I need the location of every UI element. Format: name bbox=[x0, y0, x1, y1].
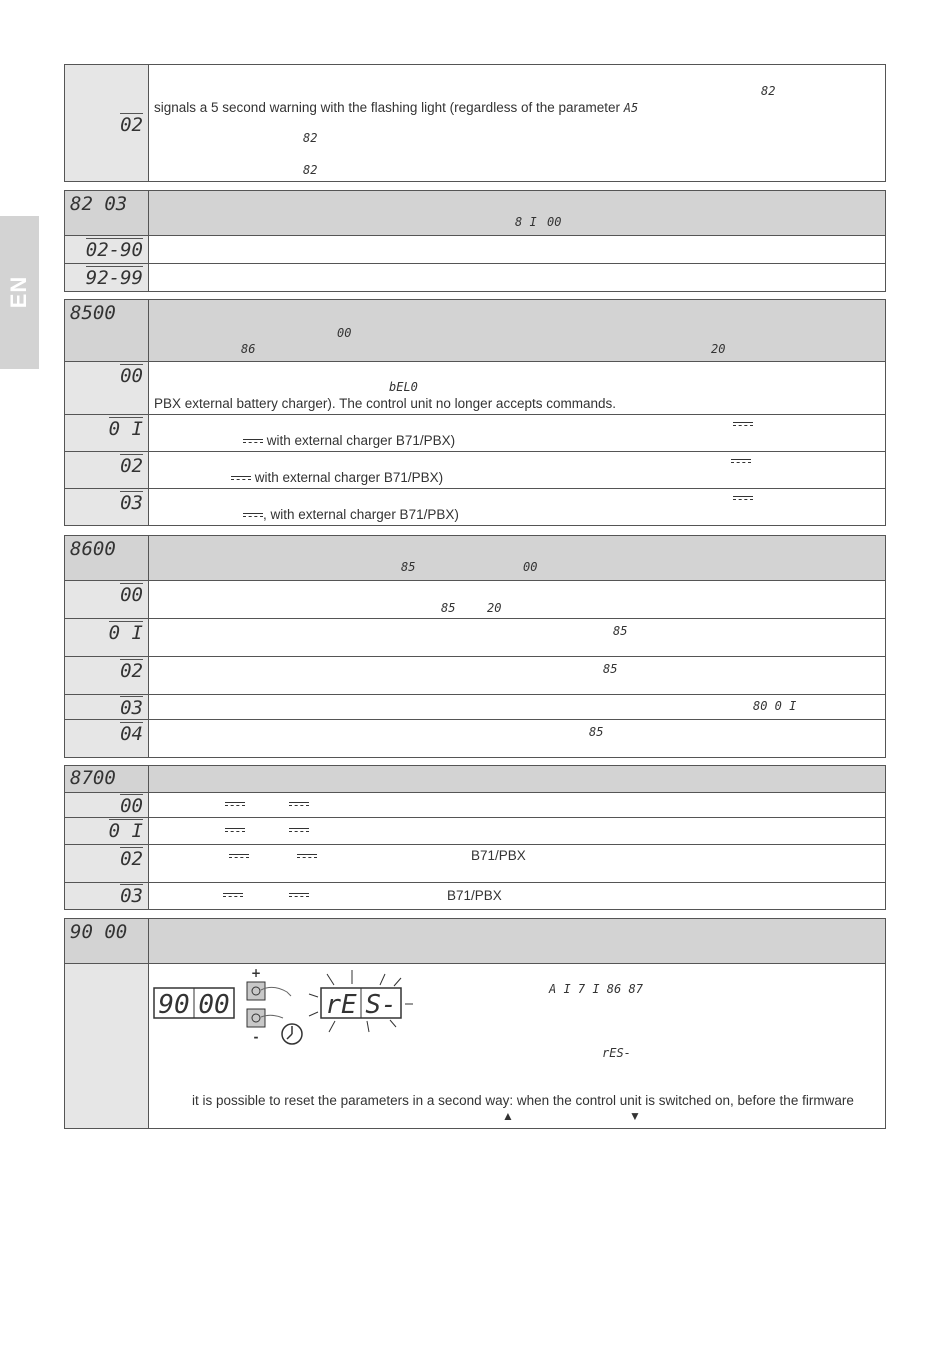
description-text: B71/PBX bbox=[447, 888, 502, 903]
param-row bbox=[65, 451, 885, 488]
row-code: 02 bbox=[120, 660, 143, 682]
row-code: 0 I bbox=[108, 622, 143, 644]
param-ref: 80 0 I bbox=[753, 699, 797, 713]
param-ref: 82 bbox=[303, 131, 318, 145]
row-code: 03 bbox=[120, 492, 143, 514]
description-text: , with external charger B71/PBX) bbox=[243, 507, 459, 522]
row-code: 00 bbox=[120, 365, 143, 387]
reset-procedure-illustration bbox=[149, 964, 449, 1054]
param-header bbox=[65, 536, 885, 580]
dc-symbol-icon bbox=[225, 801, 245, 808]
param-row bbox=[65, 882, 885, 909]
header-code: 90 00 bbox=[70, 921, 128, 943]
up-arrow-icon: ▲ bbox=[502, 1109, 514, 1123]
row-code: 92-99 bbox=[85, 267, 143, 289]
param-ref: 82 bbox=[761, 84, 776, 98]
param-block-82-02-tail bbox=[64, 64, 886, 182]
header-code: 8600 bbox=[70, 538, 116, 560]
param-ref: bEL0 bbox=[389, 380, 418, 394]
param-block-90-reset bbox=[64, 918, 886, 1129]
param-row bbox=[65, 580, 885, 618]
param-row bbox=[65, 963, 885, 1128]
param-row bbox=[65, 656, 885, 694]
param-ref: 20 bbox=[711, 342, 726, 356]
dc-symbol-icon bbox=[243, 512, 263, 519]
row-code: 02 bbox=[120, 455, 143, 477]
param-header bbox=[65, 766, 885, 792]
plus-label: + bbox=[250, 966, 262, 980]
param-ref: 85 bbox=[589, 725, 604, 739]
dc-symbol-icon bbox=[243, 438, 263, 445]
param-row bbox=[65, 263, 885, 291]
svg-text:rE: rE bbox=[325, 990, 357, 1020]
param-refs: A I 7 I 86 87 bbox=[549, 982, 643, 996]
param-header bbox=[65, 300, 885, 361]
param-block-85 bbox=[64, 299, 886, 526]
plus-button-icon bbox=[247, 982, 265, 1000]
param-block-86 bbox=[64, 535, 886, 758]
param-ref: 00 bbox=[547, 215, 562, 229]
dc-symbol-icon bbox=[231, 475, 251, 482]
language-tab bbox=[0, 216, 39, 369]
param-row bbox=[65, 488, 885, 525]
dc-symbol-icon bbox=[733, 421, 753, 428]
description-text: with external charger B71/PBX) bbox=[243, 433, 455, 448]
row-code: 0 I bbox=[108, 820, 143, 842]
dc-symbol-icon bbox=[229, 853, 249, 860]
param-block-87 bbox=[64, 765, 886, 910]
param-ref: 85 bbox=[441, 601, 456, 615]
param-ref: 85 bbox=[613, 624, 628, 638]
row-code: 0 I bbox=[108, 418, 143, 440]
param-row bbox=[65, 361, 885, 414]
description-text: it is possible to reset the parameters in a second way: when the control unit is switched on, before the firmware bbox=[192, 1093, 854, 1108]
row-code: 02 bbox=[120, 848, 143, 870]
row-code: 02 bbox=[120, 114, 143, 136]
param-block-82-03 bbox=[64, 190, 886, 292]
header-code: 82 03 bbox=[70, 193, 128, 215]
description-text: signals a 5 second warning with the flashing light (regardless of the parameter A5 bbox=[154, 100, 639, 115]
description-text: PBX external battery charger). The control unit no longer accepts commands. bbox=[154, 396, 616, 411]
minus-button-icon bbox=[247, 1009, 265, 1027]
language-tab-label: EN bbox=[6, 275, 31, 309]
param-ref: 85 bbox=[401, 560, 416, 574]
param-row bbox=[65, 694, 885, 719]
param-row bbox=[65, 414, 885, 451]
header-code: 8500 bbox=[70, 302, 116, 324]
description-text: B71/PBX bbox=[471, 848, 526, 863]
minus-label: - bbox=[253, 1030, 259, 1044]
row-code: 00 bbox=[120, 795, 143, 817]
param-ref: 00 bbox=[523, 560, 538, 574]
dc-symbol-icon bbox=[289, 827, 309, 834]
param-row bbox=[65, 844, 885, 882]
param-header bbox=[65, 191, 885, 235]
param-row bbox=[65, 719, 885, 757]
row-code: 00 bbox=[120, 584, 143, 606]
param-ref: 86 bbox=[241, 342, 256, 356]
dc-symbol-icon bbox=[731, 458, 751, 465]
param-row bbox=[65, 235, 885, 263]
display-digits: 00 bbox=[198, 990, 230, 1020]
dc-symbol-icon bbox=[223, 892, 243, 899]
param-ref: 8 I bbox=[515, 215, 537, 229]
param-row-02 bbox=[65, 65, 885, 181]
dc-symbol-icon bbox=[225, 827, 245, 834]
svg-text:S-: S- bbox=[365, 990, 397, 1020]
row-code: 02-90 bbox=[85, 239, 143, 261]
param-row bbox=[65, 618, 885, 656]
description-text: with external charger B71/PBX) bbox=[231, 470, 443, 485]
row-code: 04 bbox=[120, 723, 143, 745]
header-code: 8700 bbox=[70, 767, 116, 789]
row-code: 03 bbox=[120, 697, 143, 719]
param-row bbox=[65, 817, 885, 844]
down-arrow-icon: ▼ bbox=[629, 1109, 641, 1123]
dc-symbol-icon bbox=[733, 495, 753, 502]
row-code: 03 bbox=[120, 885, 143, 907]
dc-symbol-icon bbox=[297, 853, 317, 860]
param-ref: rES- bbox=[602, 1046, 631, 1060]
param-ref: 00 bbox=[337, 326, 352, 340]
display-digits: 90 bbox=[158, 990, 190, 1020]
param-header bbox=[65, 919, 885, 963]
dc-symbol-icon bbox=[289, 801, 309, 808]
param-ref: 85 bbox=[603, 662, 618, 676]
dc-symbol-icon bbox=[289, 892, 309, 899]
param-row bbox=[65, 792, 885, 817]
param-ref: 20 bbox=[487, 601, 502, 615]
param-ref: 82 bbox=[303, 163, 318, 177]
